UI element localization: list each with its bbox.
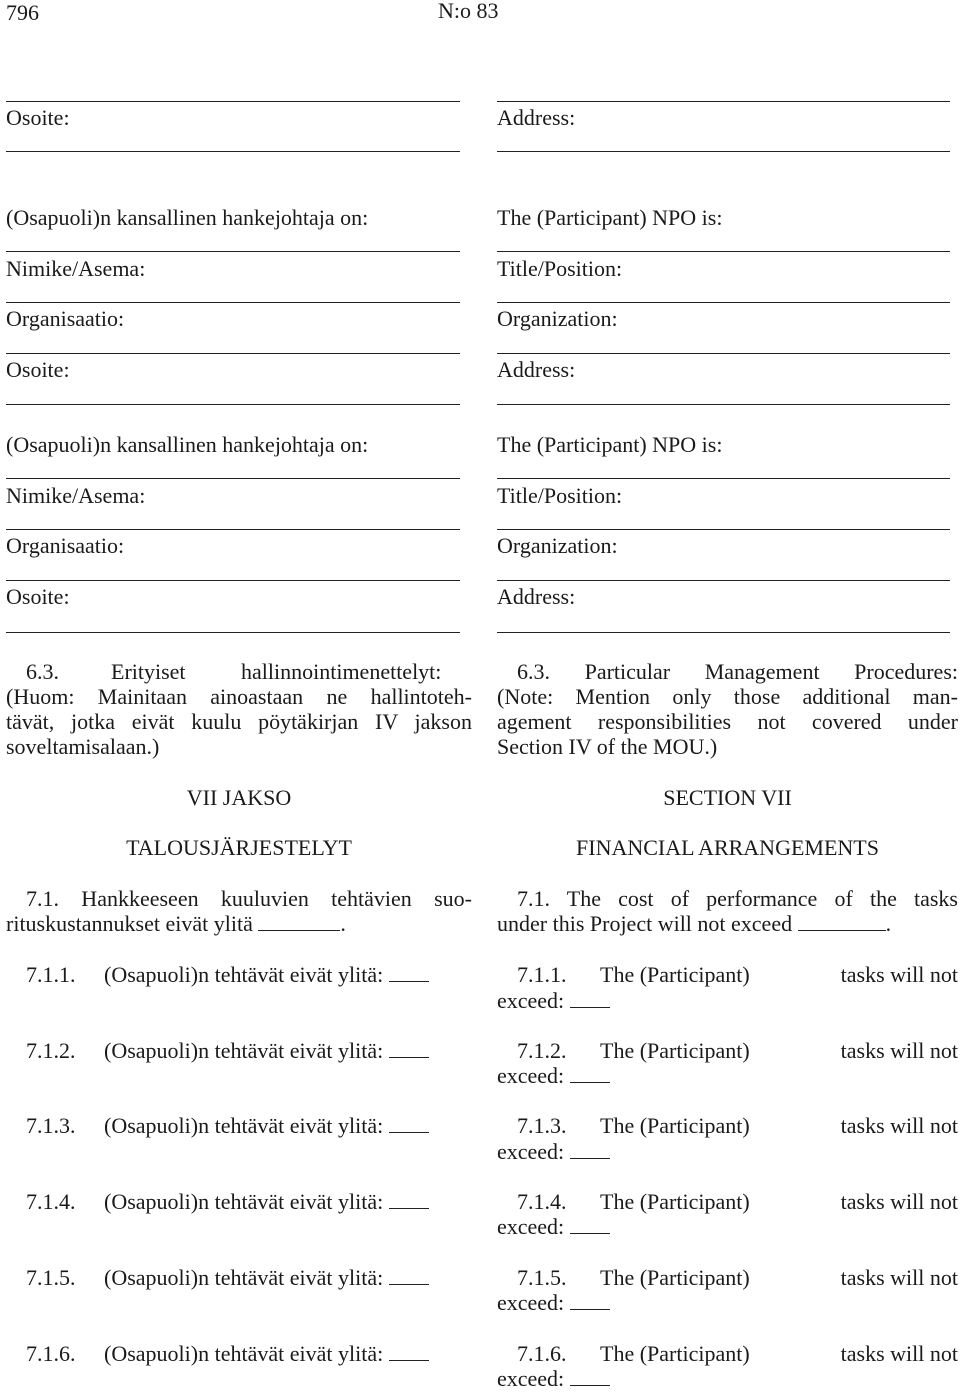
en-item-text: The (Participant) xyxy=(600,1189,750,1214)
en-item-tail: tasks will not xyxy=(840,1189,958,1214)
fi-section-number: 6.3. xyxy=(26,659,59,684)
fi-63-word: hallinnointimenettelyt: xyxy=(241,659,442,684)
en-item-number: 7.1.3. xyxy=(517,1113,567,1138)
fi-section-title: TALOUSJÄRJESTELYT xyxy=(126,835,352,860)
fill-line xyxy=(497,404,950,405)
en-org-label: Organization: xyxy=(497,533,618,558)
en-item-text: The (Participant) xyxy=(600,962,750,987)
amount-blank xyxy=(570,1384,610,1386)
en-item-text: The (Participant) xyxy=(600,1038,750,1063)
amount-blank xyxy=(798,929,886,931)
amount-blank xyxy=(570,1308,610,1310)
fi-item-text: (Osapuoli)n tehtävät eivät ylitä: xyxy=(104,964,429,986)
en-title-label: Title/Position: xyxy=(497,256,623,281)
en-npo-label: The (Participant) NPO is: xyxy=(497,432,723,457)
fi-item-text: (Osapuoli)n tehtävät eivät ylitä: xyxy=(104,1343,429,1365)
en-item-cont: exceed: xyxy=(497,1216,610,1238)
fi-item-number: 7.1.2. xyxy=(26,1038,76,1063)
en-item-cont: exceed: xyxy=(497,1368,610,1390)
fi-item-text: (Osapuoli)n tehtävät eivät ylitä: xyxy=(104,1191,429,1213)
fill-line xyxy=(497,478,950,479)
amount-blank xyxy=(389,1131,429,1133)
en-item-number: 7.1.1. xyxy=(517,962,567,987)
en-address-label: Address: xyxy=(497,584,576,609)
en-item-cont: exceed: xyxy=(497,1292,610,1314)
en-item-tail: tasks will not xyxy=(840,962,958,987)
fill-line xyxy=(6,353,460,354)
en-item-tail: tasks will not xyxy=(840,1341,958,1366)
en-item-text: The (Participant) xyxy=(600,1113,750,1138)
amount-blank xyxy=(570,1157,610,1159)
amount-blank xyxy=(389,980,429,982)
fi-71-line2 xyxy=(6,913,346,935)
fi-71-end: . xyxy=(340,911,346,936)
en-address-label: Address: xyxy=(497,105,576,130)
fill-line xyxy=(6,632,460,633)
fi-63-line: soveltamisalaan.) xyxy=(6,734,160,759)
fill-line xyxy=(6,101,460,102)
fill-line xyxy=(6,529,460,530)
fill-line xyxy=(6,302,460,303)
fi-63-word: Erityiset xyxy=(111,659,186,684)
fill-line xyxy=(497,353,950,354)
amount-blank xyxy=(389,1283,429,1285)
fi-item-text: (Osapuoli)n tehtävät eivät ylitä: xyxy=(104,1267,429,1289)
fill-line xyxy=(6,580,460,581)
en-section-heading: SECTION VII xyxy=(663,785,792,810)
en-item-tail: tasks will not xyxy=(840,1265,958,1290)
fill-line xyxy=(497,151,950,152)
en-71-end: . xyxy=(885,911,892,936)
fi-address-label: Osoite: xyxy=(6,357,70,382)
fi-item-number: 7.1.6. xyxy=(26,1341,76,1366)
fi-item-number: 7.1.4. xyxy=(26,1189,76,1214)
fi-npo-label: (Osapuoli)n kansallinen hankejohtaja on: xyxy=(6,205,369,230)
fi-item-number: 7.1.1. xyxy=(26,962,76,987)
en-item-cont: exceed: xyxy=(497,1141,610,1163)
en-item-number: 7.1.6. xyxy=(517,1341,567,1366)
en-title-label: Title/Position: xyxy=(497,483,623,508)
en-71-line2 xyxy=(497,913,891,935)
fi-63-line: (Huom: Mainitaan ainoastaan ne hallintoteh- xyxy=(6,684,472,709)
fill-line xyxy=(497,302,950,303)
fi-item-text: (Osapuoli)n tehtävät eivät ylitä: xyxy=(104,1040,429,1062)
fill-line xyxy=(497,529,950,530)
fi-address-label: Osoite: xyxy=(6,584,70,609)
amount-blank xyxy=(389,1056,429,1058)
issue-number: N:o 83 xyxy=(438,0,499,23)
amount-blank xyxy=(389,1359,429,1361)
fi-org-label: Organisaatio: xyxy=(6,306,125,331)
en-item-number: 7.1.4. xyxy=(517,1189,567,1214)
fi-item-text: (Osapuoli)n tehtävät eivät ylitä: xyxy=(104,1115,429,1137)
fill-line xyxy=(497,580,950,581)
fill-line xyxy=(497,632,950,633)
en-71-text: under this Project will not exceed xyxy=(497,911,793,936)
en-item-tail: tasks will not xyxy=(840,1113,958,1138)
en-item-tail: tasks will not xyxy=(840,1038,958,1063)
page-number: 796 xyxy=(6,0,39,25)
fill-line xyxy=(6,478,460,479)
en-org-label: Organization: xyxy=(497,306,618,331)
fill-line xyxy=(6,151,460,152)
en-item-cont: exceed: xyxy=(497,990,610,1012)
en-address-label: Address: xyxy=(497,357,576,382)
fi-npo-label: (Osapuoli)n kansallinen hankejohtaja on: xyxy=(6,432,369,457)
en-item-text: The (Participant) xyxy=(600,1265,750,1290)
fill-line xyxy=(6,404,460,405)
fi-63-line: tävät, jotka eivät kuulu pöytäkirjan IV jakson xyxy=(6,709,472,734)
en-63-line: 6.3. Particular Management Procedures: xyxy=(517,659,958,684)
en-section-title: FINANCIAL ARRANGEMENTS xyxy=(576,835,879,860)
en-63-line: Section IV of the MOU.) xyxy=(497,734,718,759)
fill-line xyxy=(6,251,460,252)
en-71-line: 7.1. The cost of performance of the tasks xyxy=(517,886,958,911)
fill-line xyxy=(497,101,950,102)
fill-line xyxy=(497,251,950,252)
fi-section-heading: VII JAKSO xyxy=(186,785,292,810)
amount-blank xyxy=(570,1232,610,1234)
en-63-line: (Note: Mention only those additional man- xyxy=(497,684,958,709)
en-item-text: The (Participant) xyxy=(600,1341,750,1366)
en-item-number: 7.1.2. xyxy=(517,1038,567,1063)
fi-71-line: 7.1. Hankkeeseen kuuluvien tehtävien suo- xyxy=(26,886,472,911)
amount-blank xyxy=(570,1081,610,1083)
fi-71-text: rituskustannukset eivät ylitä xyxy=(6,911,253,936)
amount-blank xyxy=(389,1207,429,1209)
en-npo-label: The (Participant) NPO is: xyxy=(497,205,723,230)
fi-org-label: Organisaatio: xyxy=(6,533,125,558)
en-item-number: 7.1.5. xyxy=(517,1265,567,1290)
amount-blank xyxy=(258,929,340,931)
en-item-cont: exceed: xyxy=(497,1065,610,1087)
fi-item-number: 7.1.3. xyxy=(26,1113,76,1138)
fi-title-label: Nimike/Asema: xyxy=(6,256,146,281)
fi-address-label: Osoite: xyxy=(6,105,70,130)
en-63-line: agement responsibilities not covered under xyxy=(497,709,958,734)
fi-title-label: Nimike/Asema: xyxy=(6,483,146,508)
amount-blank xyxy=(570,1006,610,1008)
fi-item-number: 7.1.5. xyxy=(26,1265,76,1290)
